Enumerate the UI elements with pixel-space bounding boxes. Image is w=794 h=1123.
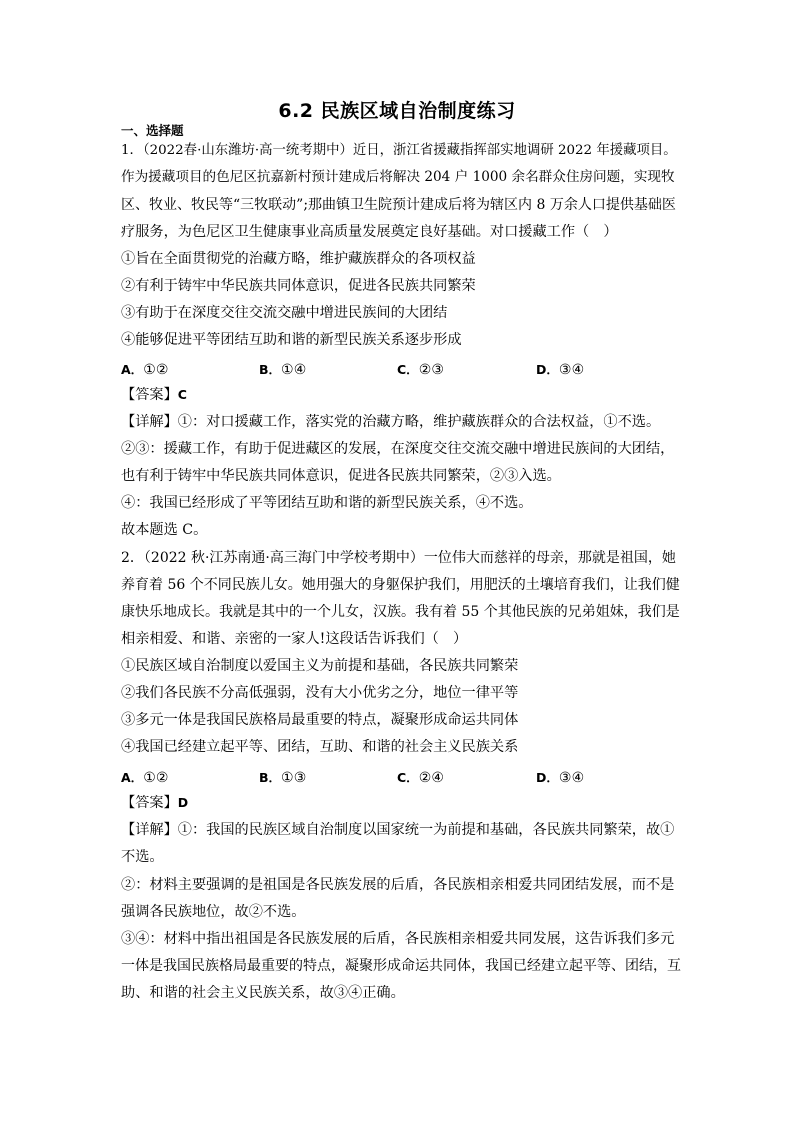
- q1-option-a: A．①②: [121, 362, 169, 378]
- q2-answer: 【答案】D: [121, 795, 189, 811]
- q2-explanation-line: 【详解】①：我国的民族区域自治制度以国家统一为前提和基础，各民族共同繁荣，故①: [121, 822, 675, 838]
- q2-stem-line: 相亲相爱、和谐、亲密的一家人!这段话告诉我们（ ）: [121, 631, 468, 647]
- q1-statement: ③有助于在深度交往交流交融中增进民族间的大团结: [121, 305, 448, 321]
- q2-stem-line: 2．（2022 秋·江苏南通·高三海门中学校考期中）一位伟大而慈祥的母亲，那就是祖国，她: [121, 550, 676, 566]
- q1-explanation-line: 也有利于铸牢中华民族共同体意识，促进各民族共同繁荣，②③入选。: [121, 468, 561, 484]
- q2-explanation-line: 助、和谐的社会主义民族关系，故③④正确。: [121, 985, 405, 1001]
- q1-statement: ④能够促进平等团结互助和谐的新型民族关系逐步形成: [121, 332, 462, 348]
- q1-options: [121, 360, 681, 378]
- q1-option-b: B．①④: [259, 362, 307, 378]
- q2-statement: ④我国已经建立起平等、团结，互助、和谐的社会主义民族关系: [121, 739, 519, 755]
- q2-statement: ③多元一体是我国民族格局最重要的特点，凝聚形成命运共同体: [121, 712, 519, 728]
- q1-explanation-line: ②③：援藏工作，有助于促进藏区的发展，在深度交往交流交融中增进民族间的大团结，: [121, 441, 675, 457]
- q2-explanation-line: 一体是我国民族格局最重要的特点，凝聚形成命运共同体，我国已经建立起平等、团结，互: [121, 958, 681, 974]
- q1-stem-line: 作为援藏项目的色尼区抗嘉新村预计建成后将解决 204 户 1000 余名群众住房问题，实现牧: [121, 169, 675, 185]
- q1-statement: ①旨在全面贯彻党的治藏方略，维护藏族群众的各项权益: [121, 251, 476, 267]
- q2-statement: ①民族区域自治制度以爱国主义为前提和基础，各民族共同繁荣: [121, 658, 519, 674]
- q2-stem-line: 养育着 56 个不同民族儿女。她用强大的身躯保护我们，用肥沃的土壤培育我们，让我们健: [121, 577, 680, 593]
- q2-stem-line: 康快乐地成长。我就是其中的一个儿女，汉族。我有着 55 个其他民族的兄弟姐妹，我们是: [121, 604, 680, 620]
- q2-explanation-line: 强调各民族地位，故②不选。: [121, 904, 306, 920]
- q2-statement: ②我们各民族不分高低强弱，没有大小优劣之分，地位一律平等: [121, 685, 519, 701]
- q1-option-c: C．②③: [397, 362, 445, 378]
- q1-stem-line: 区、牧业、牧民等“三牧联动”;那曲镇卫生院预计建成后将为辖区内 8 万余人口提供基础医: [121, 197, 676, 213]
- q2-option-b: B．①③: [259, 770, 307, 786]
- q2-options: [121, 768, 681, 786]
- q1-answer: 【答案】C: [121, 387, 187, 403]
- q2-option-c: C．②④: [397, 770, 445, 786]
- q2-option-a: A．①②: [121, 770, 169, 786]
- q1-option-d: D．③④: [536, 362, 585, 378]
- q1-explanation-line: 【详解】①：对口援藏工作，落实党的治藏方略，维护藏族群众的合法权益，①不选。: [121, 414, 661, 430]
- section-heading: 一、选择题: [121, 123, 184, 138]
- q2-explanation-line: 不选。: [121, 849, 164, 865]
- page-title: 6.2 民族区域自治制度练习: [278, 100, 516, 122]
- q2-explanation-line: ③④：材料中指出祖国是各民族发展的后盾，各民族相亲相爱共同发展，这告诉我们多元: [121, 931, 675, 947]
- q1-stem-line: 1．（2022春·山东潍坊·高一统考期中）近日，浙江省援藏指挥部实地调研 2022 年援藏项目。: [121, 143, 677, 158]
- q2-option-d: D．③④: [536, 770, 585, 786]
- q1-statement: ②有利于铸牢中华民族共同体意识，促进各民族共同繁荣: [121, 278, 476, 294]
- q2-explanation-line: ②：材料主要强调的是祖国是各民族发展的后盾，各民族相亲相爱共同团结发展，而不是: [121, 877, 675, 893]
- q1-stem-line: 疗服务，为色尼区卫生健康事业高质量发展奠定良好基础。对口援藏工作（ ）: [121, 224, 618, 240]
- q1-explanation-line: ④：我国已经形成了平等团结互助和谐的新型民族关系，④不选。: [121, 495, 533, 511]
- q1-explanation-line: 故本题选 C。: [121, 522, 208, 538]
